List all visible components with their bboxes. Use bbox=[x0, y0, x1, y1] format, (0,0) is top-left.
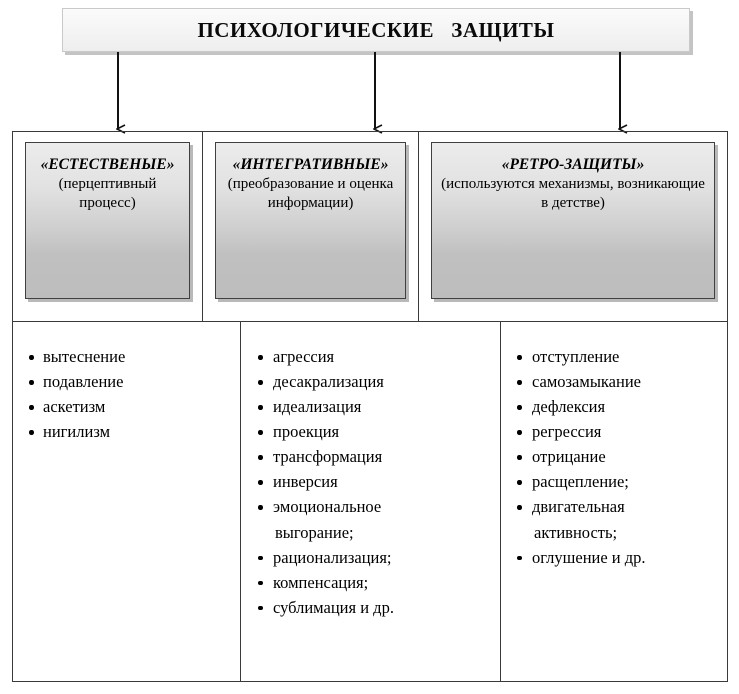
defense-list-integrative bbox=[253, 344, 492, 620]
header-cell-retro bbox=[419, 132, 727, 321]
category-title-integrative: «ИНТЕГРАТИВНЫЕ» bbox=[232, 156, 389, 173]
list-item: регрессия bbox=[513, 419, 719, 444]
list-item: трансформация bbox=[253, 444, 492, 469]
list-item: выгорание; bbox=[275, 522, 354, 542]
table-body-row bbox=[13, 322, 727, 681]
category-box-integrative bbox=[215, 142, 406, 299]
category-subtitle-retro: (используются механизмы, возникающие в детстве) bbox=[441, 176, 705, 211]
list-item: оглушение и др. bbox=[513, 545, 719, 570]
category-subtitle-natural: (перцептивный процесс) bbox=[58, 176, 157, 211]
list-item: двигательная bbox=[513, 494, 719, 519]
category-box-retro bbox=[431, 142, 715, 299]
category-box-natural bbox=[25, 142, 190, 299]
list-item: компенсация; bbox=[253, 570, 492, 595]
category-subtitle-integrative: (преобразование и оценка информации) bbox=[227, 176, 394, 211]
defense-list-natural bbox=[25, 344, 232, 444]
category-title-natural: «ЕСТЕСТВЕНЫЕ» bbox=[40, 156, 175, 173]
header-cell-integrative bbox=[203, 132, 419, 321]
list-item: идеализация bbox=[253, 394, 492, 419]
list-item: дефлексия bbox=[513, 394, 719, 419]
list-item: активность; bbox=[534, 522, 618, 542]
header-cell-natural bbox=[13, 132, 203, 321]
list-item: расщепление; bbox=[513, 469, 719, 494]
list-item: самозамыкание bbox=[513, 369, 719, 394]
list-cell-natural bbox=[13, 322, 241, 681]
list-item: подавление bbox=[25, 369, 232, 394]
list-item: инверсия bbox=[253, 469, 492, 494]
diagram-title-box bbox=[62, 8, 690, 52]
table-header-row bbox=[13, 132, 727, 322]
list-item: аскетизм bbox=[25, 394, 232, 419]
list-cell-integrative bbox=[241, 322, 501, 681]
list-item: десакрализация bbox=[253, 369, 492, 394]
category-title-retro: «РЕТРО-ЗАЩИТЫ» bbox=[501, 156, 645, 173]
list-item: агрессия bbox=[253, 344, 492, 369]
list-item: вытеснение bbox=[25, 344, 232, 369]
list-item: сублимация и др. bbox=[253, 595, 492, 620]
page-title: ПСИХОЛОГИЧЕСКИЕ ЗАЩИТЫ bbox=[197, 17, 555, 42]
list-cell-retro bbox=[501, 322, 727, 681]
list-item: отступление bbox=[513, 344, 719, 369]
list-item: эмоциональное bbox=[253, 494, 492, 519]
list-item: нигилизм bbox=[25, 419, 232, 444]
list-item: рационализация; bbox=[253, 545, 492, 570]
defense-list-retro bbox=[513, 344, 719, 570]
defense-mechanisms-table bbox=[12, 131, 728, 682]
list-item: отрицание bbox=[513, 444, 719, 469]
list-item: проекция bbox=[253, 419, 492, 444]
